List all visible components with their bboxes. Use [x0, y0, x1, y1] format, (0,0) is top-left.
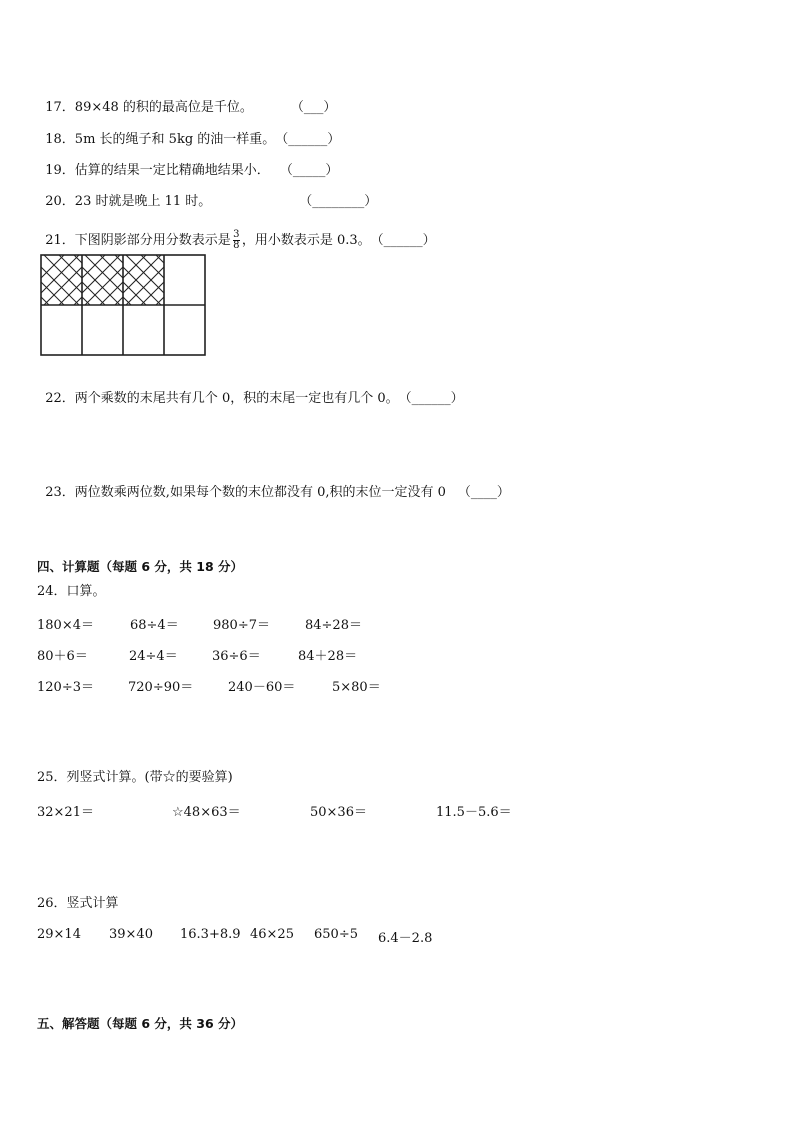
question-17-text: 17．89×48 的积的最高位是千位。 — [45, 100, 253, 115]
oral-calc-item: 120÷3＝ — [37, 680, 94, 695]
question-22-text: 22．两个乘数的末尾共有几个 0，积的末尾一定也有几个 0。 — [45, 391, 399, 406]
answer-blank-17[interactable]: （___） — [290, 100, 337, 115]
question-25-title: 25．列竖式计算。(带☆的要验算) — [37, 770, 233, 785]
question-20 — [37, 178, 377, 210]
oral-calc-item: 80＋6＝ — [37, 649, 88, 664]
oral-calc-item: 180×4＝ — [37, 618, 94, 633]
question-26-title: 26．竖式计算 — [37, 896, 119, 911]
question-21-text-before: 21．下图阴影部分用分数表示是 — [45, 233, 231, 248]
oral-calc-item: 980÷7＝ — [213, 618, 270, 633]
oral-calc-item: 84÷28＝ — [305, 618, 362, 633]
question-20-text: 20．23 时就是晚上 11 时。 — [45, 194, 212, 209]
vertical-calc-item: 16.3+8.9 — [180, 927, 241, 942]
answer-blank-19[interactable]: （_____） — [279, 163, 339, 178]
vertical-calc-item: ☆48×63＝ — [172, 805, 241, 820]
fraction-denominator: 8 — [233, 240, 240, 251]
question-22 — [37, 375, 464, 407]
vertical-calc-item: 6.4－2.8 — [378, 931, 433, 946]
section-4-heading: 四、计算题（每题 6 分，共 18 分） — [37, 559, 244, 574]
question-23 — [37, 469, 510, 501]
question-18 — [37, 116, 340, 148]
question-17 — [37, 84, 336, 116]
question-21 — [37, 214, 436, 251]
shaded-grid-figure — [39, 253, 207, 357]
oral-calc-item: 36÷6＝ — [212, 649, 261, 664]
oral-calc-item: 240－60＝ — [228, 680, 296, 695]
question-18-text: 18．5m 长的绳子和 5kg 的油一样重。 — [45, 132, 276, 147]
vertical-calc-item: 11.5－5.6＝ — [436, 805, 512, 820]
answer-blank-22[interactable]: （______） — [398, 391, 464, 406]
grid-lines — [41, 255, 205, 355]
answer-blank-20[interactable]: （________） — [299, 194, 378, 209]
oral-calc-item: 5×80＝ — [332, 680, 381, 695]
fraction-three-eighths — [233, 230, 240, 251]
answer-blank-21[interactable]: （______） — [370, 233, 436, 248]
vertical-calc-item: 50×36＝ — [310, 805, 367, 820]
vertical-calc-item: 650÷5 — [314, 927, 358, 942]
vertical-calc-item: 39×40 — [109, 927, 153, 942]
answer-blank-23[interactable]: （____） — [457, 485, 510, 500]
question-24-title: 24．口算。 — [37, 584, 106, 599]
vertical-calc-item: 32×21＝ — [37, 805, 94, 820]
question-21-text-after: ，用小数表示是 0.3。 — [241, 233, 371, 248]
oral-calc-item: 720÷90＝ — [128, 680, 194, 695]
oral-calc-item: 84＋28＝ — [298, 649, 358, 664]
oral-calc-item: 24÷4＝ — [129, 649, 178, 664]
vertical-calc-item: 29×14 — [37, 927, 81, 942]
question-19 — [37, 147, 338, 179]
section-5-heading: 五、解答题（每题 6 分，共 36 分） — [37, 1016, 244, 1031]
question-23-text: 23．两位数乘两位数,如果每个数的末位都没有 0,积的末位一定没有 0 — [45, 485, 446, 500]
vertical-calc-item: 46×25 — [250, 927, 294, 942]
fraction-numerator: 3 — [233, 229, 240, 240]
question-19-text: 19．估算的结果一定比精确地结果小． — [45, 163, 270, 178]
answer-blank-18[interactable]: （______） — [275, 132, 341, 147]
oral-calc-item: 68÷4＝ — [130, 618, 179, 633]
